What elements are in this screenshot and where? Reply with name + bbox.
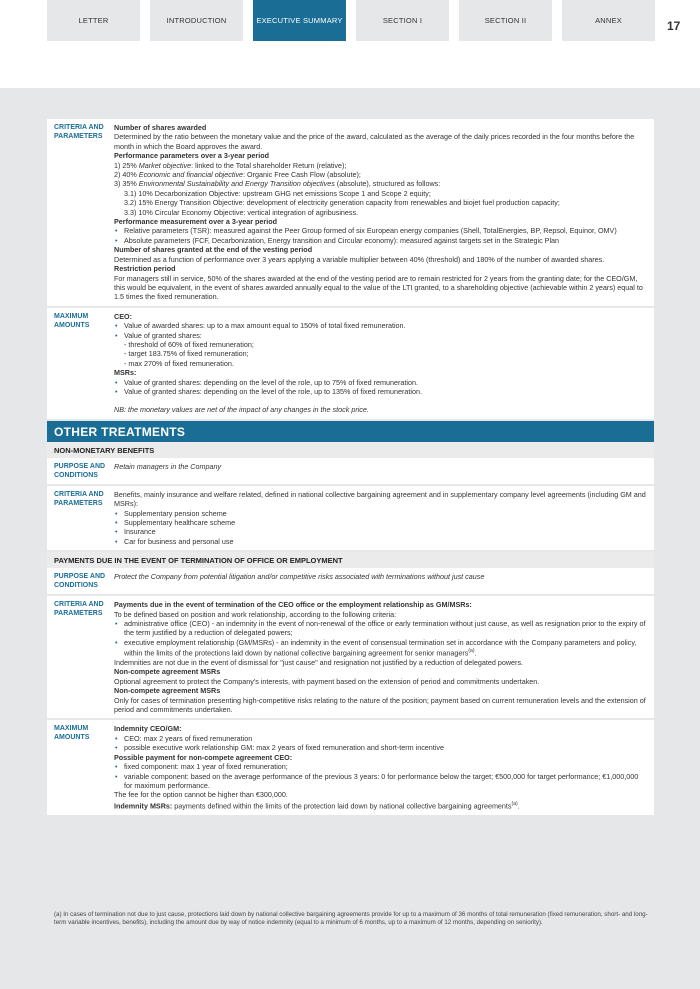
note: NB: the monetary values are net of the impact of any changes in the stock price. [114, 405, 369, 415]
bullet-item: • CEO: max 2 years of fixed remuneration [114, 734, 648, 743]
row-label: PURPOSE AND CONDITIONS [54, 462, 106, 479]
paragraph: For managers still in service, 50% of the shares awarded at the end of the vesting period are to remain restricted for 2 years from the granting date; for the CEO/GM, this would be equivalent, in the event of shares awarded annually equal to the value of the LTI granted, to a shareholding objective (achievable within 2 years) equal to 1.5 times the fixed remuneration. [114, 273, 643, 302]
lti-max-row [47, 308, 654, 421]
sub-param-item: 3.3) 10% Circular Economy Objective: vertical integration of agribusiness. [124, 207, 359, 217]
subheading: Performance parameters over a 3-year period [114, 151, 270, 161]
bullet-item: • Car for business and personal use [114, 537, 648, 546]
bullet-item: • possible executive work relationship GM: max 2 years of fixed remuneration and short-term incentive [114, 743, 648, 752]
term-max-row [47, 720, 654, 816]
subheading: Non-compete agreement MSRs [114, 686, 221, 696]
bullet-item: • Relative parameters (TSR): measured against the Peer Group formed of six European energy companies (Shell, TotalEnergies, BP, Repsol, Equinor, OMV) [114, 226, 648, 235]
subheading: MSRs: [114, 368, 137, 378]
subsection-heading: PAYMENTS DUE IN THE EVENT OF TERMINATION OF OFFICE OR EMPLOYMENT [47, 552, 654, 568]
page-number: 17 [667, 19, 681, 33]
subheading: Number of shares granted at the end of the vesting period [114, 245, 313, 255]
subheading: Payments due in the event of termination of the CEO office or the employment relationship as GM/MSRs: [114, 600, 472, 610]
paragraph: Optional agreement to protect the Company's interests, with payment based on the extension of period and commitments undertaken. [114, 676, 540, 686]
row-body [114, 596, 654, 718]
bullet-item: • Supplementary pension scheme [114, 509, 648, 518]
subheading: Performance measurement over a 3-year period [114, 217, 277, 227]
tab-section-i[interactable]: SECTION I [356, 0, 449, 41]
bullet-item: • Supplementary healthcare scheme [114, 518, 648, 527]
row-label: MAXIMUM AMOUNTS [54, 725, 90, 742]
subheading: Indemnity CEO/GM: [114, 724, 182, 734]
bullet-item: • Insurance [114, 527, 648, 536]
term-purpose-row [47, 568, 654, 596]
param-item: 3) 35% Environmental Sustainability and Energy Transition objectives (absolute), structured as follows: [114, 179, 441, 189]
main-content [47, 119, 654, 817]
subheading: CEO: [114, 311, 132, 321]
paragraph: Only for cases of termination presenting high-competitive risks relating to the nature of the position; payment based on current remuneration levels and the extension of period and commitments undertaken. [114, 695, 646, 715]
nonmon-criteria-row [47, 486, 654, 552]
param-item: 2) 40% Economic and financial objective: Organic Free Cash Flow (absolute); [114, 170, 361, 180]
paragraph: The fee for the option cannot be higher than €300,000. [114, 790, 288, 800]
row-body [114, 308, 654, 419]
tab-executive-summary[interactable]: EXECUTIVE SUMMARY [253, 0, 346, 41]
dash-item: - max 270% of fixed remuneration. [124, 358, 234, 368]
bullet-item: • Value of awarded shares: up to a max amount equal to 150% of total fixed remuneration. [114, 321, 648, 330]
tab-annex[interactable]: ANNEX [562, 0, 655, 41]
subheading: Non-compete agreement MSRs [114, 667, 221, 677]
bullet-item: • variable component: based on the average performance of the previous 3 years: 0 for performance below the target; €500,000 for target performance; €1,000,000 for maximum performance. [114, 772, 648, 791]
subsection-heading: NON-MONETARY BENEFITS [47, 442, 654, 458]
section-banner: OTHER TREATMENTS [47, 421, 654, 442]
row-label: CRITERIA AND PARAMETERS [54, 124, 104, 140]
row-body [114, 119, 654, 306]
footnote: (a) In cases of termination not due to just cause, protections laid down by national collective bargaining agreements provide for up to a maximum of 36 months of total remuneration (fixed remuneration, short- and long-term variable incentives, benefits), including the amount due by way of notice indemnity (equal to a minimum of 6 months, up to a maximum of 12 months, depending on seniority). [54, 911, 648, 926]
paragraph: Indemnity MSRs: payments defined within the limits of the protection laid down by national collective bargaining agreements$^{(a)}$. [114, 800, 520, 811]
row-label: PURPOSE AND CONDITIONS [54, 573, 106, 590]
dash-item: - target 183.75% of fixed remuneration; [124, 349, 249, 359]
section-tabs [47, 0, 665, 41]
row-label: MAXIMUM AMOUNTS [54, 312, 90, 329]
row-body [114, 720, 654, 814]
param-item: 1) 25% Market objective: linked to the Total shareholder Return (relative); [114, 160, 347, 170]
subheading: Number of shares awarded [114, 123, 207, 132]
row-body: Protect the Company from potential litigation and/or competitive risks associated with terminations without just cause [114, 572, 485, 582]
term-criteria-row [47, 596, 654, 720]
row-body: Retain managers in the Company [114, 461, 222, 471]
sub-param-item: 3.2) 15% Energy Transition Objective: development of electricity generation capacity from renewables and biojet fuel production capacity; [124, 198, 560, 208]
paragraph: To be defined based on position and work relationship, according to the following criteria: [114, 609, 397, 619]
bullet-item: • Value of granted shares: depending on the level of the role, up to 75% of fixed remuneration. [114, 378, 648, 387]
bullet-item: • fixed component: max 1 year of fixed remuneration; [114, 762, 648, 771]
paragraph: Determined by the ratio between the monetary value and the price of the award, calculated as the average of the daily prices recorded in the four months before the month in which the Board approves the award. [114, 132, 635, 151]
bullet-item: • Absolute parameters (FCF, Decarbonization, Energy transition and Circular economy): measured against targets set in the Strategic Plan [114, 236, 648, 245]
paragraph: Indemnities are not due in the event of dismissal for "just cause" and resignation not justified by a reduction of delegated powers. [114, 658, 524, 668]
tab-letter[interactable]: LETTER [47, 0, 140, 41]
row-label: CRITERIA AND PARAMETERS [54, 601, 104, 618]
dash-item: - threshold of 60% of fixed remuneration; [124, 339, 254, 349]
bullet-item: • Value of granted shares: depending on the level of the role, up to 135% of fixed remuneration. [114, 387, 648, 396]
bullet-item: • executive employment relationship (GM/MSRs) - an indemnity in the event of consensual termination set in accordance with the Company parameters and policy, within the limits of the protections laid down by national collective bargaining agreement for senior managers$^{(a)}$. [114, 638, 648, 658]
paragraph: Determined as a function of performance over 3 years applying a variable multiplier between 40% (threshold) and 180% of the number of awarded shares. [114, 254, 605, 264]
tab-introduction[interactable]: INTRODUCTION [150, 0, 243, 41]
row-label: CRITERIA AND PARAMETERS [54, 490, 104, 507]
nonmon-purpose-row [47, 458, 654, 486]
lti-criteria-row [47, 119, 654, 308]
subheading: Possible payment for non-compete agreement CEO: [114, 752, 293, 762]
bullet-item: • Value of granted shares: [114, 331, 648, 340]
sub-param-item: 3.1) 10% Decarbonization Objective: upstream GHG net emissions Scope 1 and Scope 2 equity; [124, 188, 431, 198]
row-body [114, 486, 654, 550]
tab-section-ii[interactable]: SECTION II [459, 0, 552, 41]
subheading: Restriction period [114, 264, 176, 274]
paragraph: Benefits, mainly insurance and welfare related, defined in national collective bargaining agreement and in supplementary company level agreements (including GM and MSRs): [114, 489, 646, 509]
bullet-item: • administrative office (CEO) - an indemnity in the event of non-renewal of the office or early termination without just cause, as well as resignation prior to the expiry of the term justified by a reduction of delegated powers; [114, 619, 648, 638]
